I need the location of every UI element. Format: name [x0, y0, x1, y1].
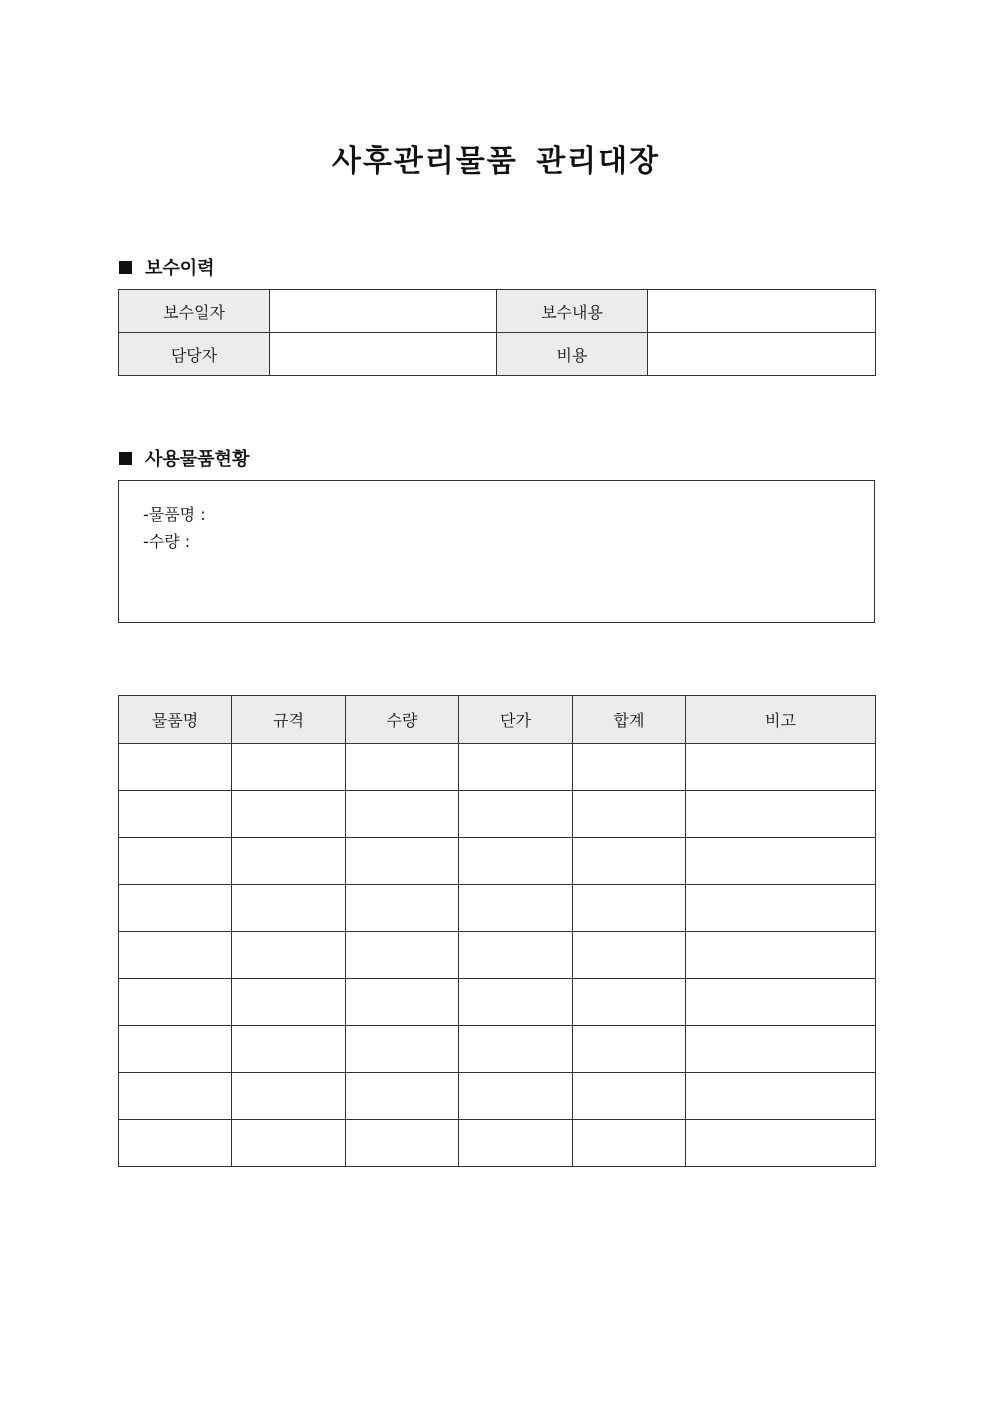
label-cost: 비용 [497, 333, 648, 376]
table-cell[interactable] [459, 932, 573, 979]
table-cell[interactable] [459, 791, 573, 838]
manager-field[interactable] [270, 333, 497, 376]
table-cell[interactable] [573, 1073, 686, 1120]
table-cell[interactable] [686, 979, 876, 1026]
table-cell[interactable] [119, 1026, 232, 1073]
table-cell[interactable] [459, 838, 573, 885]
section-heading-text: 사용물품현황 [145, 449, 250, 470]
table-cell[interactable] [346, 744, 459, 791]
table-cell[interactable] [686, 838, 876, 885]
column-header: 합계 [573, 696, 686, 744]
table-cell[interactable] [119, 979, 232, 1026]
repair-content-field[interactable] [648, 290, 876, 333]
table-cell[interactable] [686, 744, 876, 791]
label-manager: 담당자 [119, 333, 270, 376]
column-header: 물품명 [119, 696, 232, 744]
table-cell[interactable] [119, 932, 232, 979]
table-cell[interactable] [573, 838, 686, 885]
section-heading-repair-history [119, 254, 215, 280]
table-cell[interactable] [686, 1120, 876, 1167]
label-repair-content: 보수내용 [497, 290, 648, 333]
table-cell[interactable] [232, 744, 346, 791]
table-row [119, 791, 876, 838]
table-cell[interactable] [232, 979, 346, 1026]
table-row [119, 1073, 876, 1120]
table-cell[interactable] [459, 1073, 573, 1120]
table-cell[interactable] [232, 932, 346, 979]
column-header: 규격 [232, 696, 346, 744]
column-header: 수량 [346, 696, 459, 744]
table-cell[interactable] [459, 979, 573, 1026]
square-bullet-icon [119, 452, 132, 465]
table-cell[interactable] [573, 932, 686, 979]
table-cell[interactable] [346, 1120, 459, 1167]
table-row [119, 1026, 876, 1073]
table-row [119, 838, 876, 885]
table-cell[interactable] [686, 932, 876, 979]
table-cell[interactable] [119, 1120, 232, 1167]
section-heading-usage-status [119, 445, 249, 471]
usage-quantity-line: -수량 : [143, 532, 191, 551]
table-row [119, 290, 876, 333]
section-heading-text: 보수이력 [145, 258, 215, 279]
repair-date-field[interactable] [270, 290, 497, 333]
table-cell[interactable] [686, 1073, 876, 1120]
table-cell[interactable] [573, 979, 686, 1026]
table-cell[interactable] [459, 744, 573, 791]
table-cell[interactable] [686, 1026, 876, 1073]
column-header: 단가 [459, 696, 573, 744]
table-cell[interactable] [346, 932, 459, 979]
table-row [119, 744, 876, 791]
table-cell[interactable] [346, 979, 459, 1026]
items-table [118, 695, 876, 1167]
table-header-row [119, 696, 876, 744]
table-cell[interactable] [232, 1026, 346, 1073]
square-bullet-icon [119, 261, 132, 274]
table-cell[interactable] [346, 791, 459, 838]
table-cell[interactable] [459, 1026, 573, 1073]
repair-history-table [118, 289, 876, 376]
table-cell[interactable] [119, 1073, 232, 1120]
table-row [119, 1120, 876, 1167]
table-cell[interactable] [232, 791, 346, 838]
cost-field[interactable] [648, 333, 876, 376]
table-row [119, 885, 876, 932]
table-cell[interactable] [119, 838, 232, 885]
table-cell[interactable] [346, 885, 459, 932]
usage-status-box[interactable] [118, 480, 875, 623]
table-cell[interactable] [459, 1120, 573, 1167]
table-cell[interactable] [573, 791, 686, 838]
table-row [119, 333, 876, 376]
table-cell[interactable] [346, 1026, 459, 1073]
usage-item-name-line: -물품명 : [143, 505, 206, 524]
table-cell[interactable] [232, 1120, 346, 1167]
table-row [119, 979, 876, 1026]
table-row [119, 932, 876, 979]
table-cell[interactable] [119, 885, 232, 932]
table-cell[interactable] [232, 885, 346, 932]
table-cell[interactable] [232, 838, 346, 885]
table-cell[interactable] [346, 838, 459, 885]
table-cell[interactable] [459, 885, 573, 932]
table-cell[interactable] [573, 1120, 686, 1167]
table-cell[interactable] [573, 885, 686, 932]
table-cell[interactable] [119, 744, 232, 791]
table-cell[interactable] [119, 791, 232, 838]
table-cell[interactable] [686, 885, 876, 932]
table-cell[interactable] [346, 1073, 459, 1120]
table-cell[interactable] [573, 744, 686, 791]
table-cell[interactable] [573, 1026, 686, 1073]
label-repair-date: 보수일자 [119, 290, 270, 333]
page-title: 사후관리물품 관리대장 [331, 144, 661, 179]
table-cell[interactable] [686, 791, 876, 838]
table-cell[interactable] [232, 1073, 346, 1120]
column-header: 비고 [686, 696, 876, 744]
